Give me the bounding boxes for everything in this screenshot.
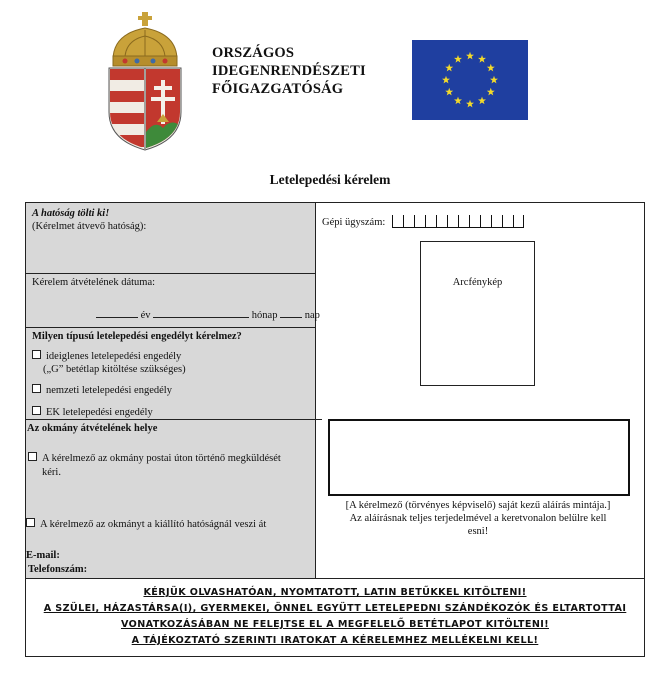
signature-line-3: esni! xyxy=(467,526,489,537)
footer-line-2: A SZÜLEI, HÁZASTÁRSA(I), GYERMEKEI, ÖNNEL EGYÜTT LETELEPEDNI SZÁNDÉKOZÓK ÉS ELTARTOTTAI xyxy=(43,603,627,614)
receiving-authority-label: (Kérelmet átvevő hatóság): xyxy=(32,221,147,232)
checkbox[interactable] xyxy=(32,406,41,415)
footer-line-1: KÉRJÜK OLVASHATÓAN, NYOMTATOTT, LATIN BETŰKKEL KITÖLTENI! xyxy=(143,587,527,598)
photo-label: Arcfénykép xyxy=(452,277,503,288)
case-number-digit-cell[interactable] xyxy=(447,215,458,228)
eu-flag-icon xyxy=(412,40,528,120)
permit-option-temporary-note: („G” betétlap kitöltése szükséges) xyxy=(43,364,186,375)
org-line-3: FŐIGAZGATÓSÁG xyxy=(212,81,344,97)
form-title: Letelepedési kérelem xyxy=(269,172,391,187)
permit-option-ec[interactable]: EK letelepedési engedély xyxy=(32,406,153,419)
footer-notice xyxy=(26,578,644,657)
permit-option-temporary[interactable]: ideiglenes letelepedési engedély xyxy=(32,350,181,363)
pickup-heading: Az okmány átvételének helye xyxy=(27,423,158,434)
case-number-digit-cell[interactable] xyxy=(491,215,502,228)
permit-type-question: Milyen típusú letelepedési engedélyt kérelmez? xyxy=(32,331,242,342)
case-number-field[interactable] xyxy=(322,215,524,229)
checkbox[interactable] xyxy=(32,350,41,359)
case-number-digit-cell[interactable] xyxy=(513,215,524,228)
case-number-label: Gépi ügyszám: xyxy=(322,217,386,228)
signature-box[interactable] xyxy=(328,419,630,496)
day-label: nap xyxy=(304,310,320,321)
year-label: év xyxy=(140,310,151,321)
application-form xyxy=(25,202,645,657)
case-number-digit-cell[interactable] xyxy=(403,215,414,228)
receipt-date-label: Kérelem átvételének dátuma: xyxy=(32,277,156,288)
case-number-digit-cell[interactable] xyxy=(436,215,447,228)
month-label: hónap xyxy=(251,310,278,321)
case-number-digit-cell[interactable] xyxy=(392,215,403,228)
photo-box xyxy=(420,241,535,386)
checkbox[interactable] xyxy=(28,452,37,461)
pickup-option-office[interactable]: A kérelmező az okmányt a kiállító hatóságnál veszi át xyxy=(26,518,266,531)
case-number-digit-cell[interactable] xyxy=(469,215,480,228)
issuing-organization xyxy=(212,44,366,98)
signature-line-2: Az aláírásnak teljes terjedelmével a keretvonalon belülre kell xyxy=(349,513,607,524)
signature-line-1: [A kérelmező (törvényes képviselő) saját kezű aláírás mintája.] xyxy=(345,500,611,511)
pickup-option-postal-cont: kéri. xyxy=(42,467,61,478)
case-number-digit-cell[interactable] xyxy=(480,215,491,228)
authority-heading: A hatóság tölti ki! xyxy=(32,208,110,219)
email-label: E-mail: xyxy=(26,550,60,561)
footer-line-3: VONATKOZÁSÁBAN NE FELEJTSE EL A MEGFELELŐ BETÉTLAPOT KITÖLTENI! xyxy=(120,619,549,630)
checkbox[interactable] xyxy=(26,518,35,527)
case-number-digit-cell[interactable] xyxy=(414,215,425,228)
case-number-digit-cell[interactable] xyxy=(458,215,469,228)
footer-line-4: A TÁJÉKOZTATÓ SZERINTI IRATOKAT A KÉRELEMHEZ MELLÉKELNI KELL! xyxy=(131,635,539,646)
case-number-digit-cell[interactable] xyxy=(502,215,513,228)
authority-column xyxy=(26,203,320,578)
org-line-2: IDEGENRENDÉSZETI xyxy=(212,63,366,79)
org-line-1: ORSZÁGOS xyxy=(212,45,295,61)
coat-of-arms-icon xyxy=(105,12,185,152)
receipt-date-field[interactable] xyxy=(96,309,320,322)
case-number-digit-cell[interactable] xyxy=(425,215,436,228)
checkbox[interactable] xyxy=(32,384,41,393)
pickup-option-postal[interactable]: A kérelmező az okmány postai úton történő megküldését xyxy=(28,452,281,465)
permit-option-national[interactable]: nemzeti letelepedési engedély xyxy=(32,384,172,397)
phone-label: Telefonszám: xyxy=(28,564,88,575)
